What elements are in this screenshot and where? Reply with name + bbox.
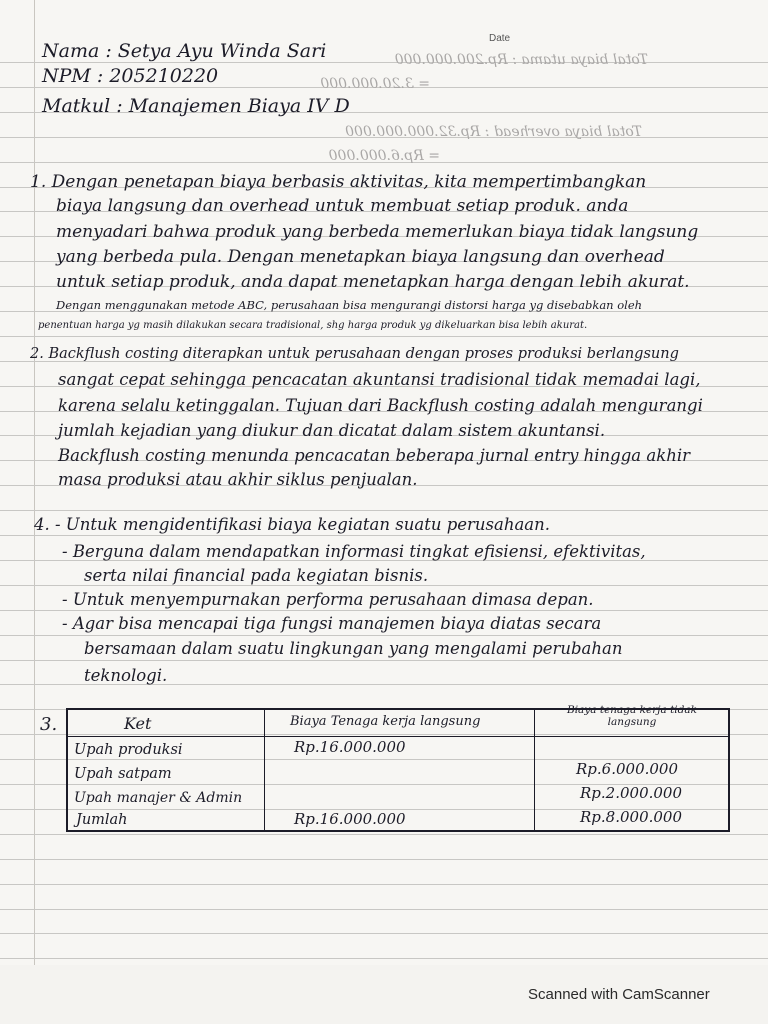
table-row-label: Upah satpam [74, 766, 172, 782]
answer-2-line: sangat cepat sehingga pencacatan akuntansi tradisional tidak memadai lagi, [58, 370, 701, 389]
bleed-text-4: = Rp.6.000.000 [328, 148, 440, 164]
labor-cost-table [66, 704, 730, 832]
course-name: Matkul : Manajemen Biaya IV D [42, 95, 350, 117]
answer-4-line: - Berguna dalam mendapatkan informasi tingkat efisiensi, efektivitas, [62, 542, 646, 561]
answer-1-line: Dengan menggunakan metode ABC, perusahaan bisa mengurangi distorsi harga yg disebabkan oleh [56, 298, 643, 312]
answer-4-line: - Untuk menyempurnakan performa perusahaan dimasa depan. [62, 590, 594, 609]
answer-2-line: karena selalu ketinggalan. Tujuan dari Backflush costing adalah mengurangi [58, 396, 703, 415]
answer-2-line: jumlah kejadian yang diukur dan dicatat dalam sistem akuntansi. [58, 421, 606, 440]
ruled-line [0, 610, 768, 611]
ruled-line [0, 535, 768, 536]
student-npm: NPM : 205210220 [42, 65, 219, 87]
answer-4-line: serta nilai financial pada kegiatan bisnis. [84, 566, 429, 585]
answer-2-line: 2. Backflush costing diterapkan untuk perusahaan dengan proses produksi berlangsung [30, 346, 679, 362]
table-row-label: Upah manajer & Admin [74, 790, 243, 806]
table-total-direct: Rp.16.000.000 [294, 810, 406, 828]
bleed-text-2: = 3.20.000.000 [320, 76, 430, 92]
answer-1-line: menyadari bahwa produk yang berbeda memerlukan biaya tidak langsung [56, 222, 699, 242]
bleed-text-3: Total biaya overhead : Rp.32.000.000.000 [345, 124, 642, 140]
ruled-line [0, 510, 768, 511]
answer-3-number: 3. [40, 714, 58, 735]
bleed-text-1: Total biaya utama : Rp.200.000.000 [394, 52, 648, 68]
ruled-line [0, 958, 768, 959]
answer-1-line: 1. Dengan penetapan biaya berbasis aktivitas, kita mempertimbangkan [30, 172, 647, 192]
ruled-line [0, 635, 768, 636]
answer-2-line: Backflush costing menunda pencacatan beberapa jurnal entry hingga akhir [58, 446, 691, 465]
answer-1-line: penentuan harga yg masih dilakukan secara tradisional, shg harga produk yg dikeluarkan bisa lebih akurat. [38, 320, 588, 331]
table-row-direct: Rp.16.000.000 [294, 738, 406, 756]
ruled-line [0, 585, 768, 586]
table-divider [68, 736, 728, 737]
ruled-line [0, 933, 768, 934]
table-total-indirect: Rp.8.000.000 [580, 808, 683, 826]
student-name: Nama : Setya Ayu Winda Sari [42, 40, 327, 62]
answer-4-line: teknologi. [84, 666, 168, 685]
answer-1-line: untuk setiap produk, anda dapat menetapkan harga dengan lebih akurat. [56, 272, 690, 292]
ruled-line [0, 909, 768, 910]
ruled-line [0, 859, 768, 860]
table-header-ket: Ket [124, 714, 152, 733]
scanner-watermark: Scanned with CamScanner [528, 986, 710, 1003]
table-header-indirect-labor: Biaya tenaga kerja tidak langsung [566, 704, 697, 728]
ruled-line [0, 660, 768, 661]
table-total-label: Jumlah [76, 812, 128, 828]
table-header-direct-labor: Biaya Tenaga kerja langsung [290, 714, 481, 729]
ruled-line [0, 336, 768, 337]
table-divider [264, 710, 265, 830]
answer-1-line: biaya langsung dan overhead untuk membuat setiap produk. anda [56, 196, 629, 216]
answer-4-line: - Agar bisa mencapai tiga fungsi manajemen biaya diatas secara [62, 614, 602, 633]
margin-line [34, 0, 35, 965]
answer-2-line: masa produksi atau akhir siklus penjualan. [58, 470, 418, 489]
table-row-label: Upah produksi [74, 742, 183, 758]
ruled-line [0, 62, 768, 63]
table-row-indirect: Rp.2.000.000 [580, 784, 683, 802]
ruled-line [0, 834, 768, 835]
answer-4-line: 4. - Untuk mengidentifikasi biaya kegiatan suatu perusahaan. [34, 515, 551, 534]
date-label: Date [489, 33, 511, 44]
answer-1-line: yang berbeda pula. Dengan menetapkan biaya langsung dan overhead [56, 247, 665, 267]
table-divider [534, 710, 535, 830]
ruled-line [0, 884, 768, 885]
table-row-indirect: Rp.6.000.000 [576, 760, 679, 778]
answer-4-line: bersamaan dalam suatu lingkungan yang mengalami perubahan [84, 639, 623, 658]
